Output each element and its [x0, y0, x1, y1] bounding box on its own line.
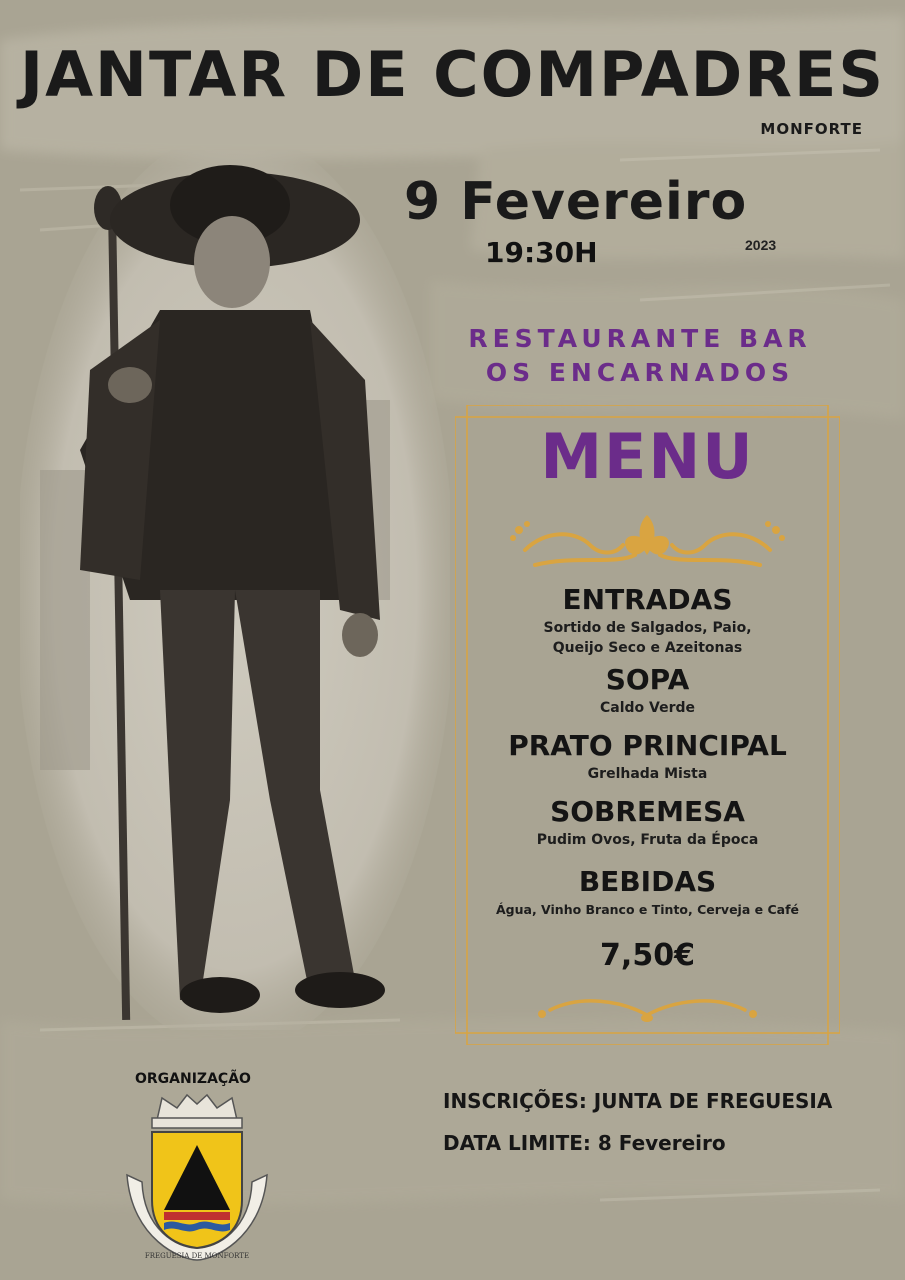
- course-title: SOBREMESA: [550, 795, 745, 828]
- course-description: Queijo Seco e Azeitonas: [552, 640, 743, 656]
- course-sobremesa: [470, 794, 825, 850]
- deadline-info: DATA LIMITE: 8 Fevereiro: [443, 1131, 726, 1155]
- gold-flourish-ornament-icon: [505, 510, 790, 572]
- course-description: Sortido de Salgados, Paio,: [543, 620, 752, 636]
- course-sopa: [470, 662, 825, 718]
- venue-line-2: OS ENCARNADOS: [485, 358, 795, 387]
- menu-heading: MENU: [540, 420, 755, 493]
- crest-text: FREGUESIA DE MONFORTE: [144, 1252, 250, 1260]
- course-title: BEBIDAS: [578, 865, 717, 898]
- bottom-flourish-icon: [530, 990, 765, 1030]
- course-entradas: [470, 582, 825, 658]
- course-bebidas: [470, 864, 825, 920]
- parish-coat-of-arms-icon: [122, 1090, 272, 1265]
- menu-courses: [470, 582, 825, 973]
- course-description: Pudim Ovos, Fruta da Época: [536, 832, 759, 848]
- course-title: PRATO PRINCIPAL: [508, 729, 787, 762]
- course-prato-principal: [470, 728, 825, 784]
- event-year: 2023: [745, 237, 777, 253]
- event-time: 19:30H: [485, 236, 598, 269]
- vintage-portrait-image: [20, 150, 450, 1030]
- location-label: MONFORTE: [760, 120, 863, 138]
- course-title: ENTRADAS: [562, 583, 733, 616]
- course-description: Caldo Verde: [599, 700, 696, 716]
- course-title: SOPA: [605, 663, 690, 696]
- venue-name: [455, 322, 825, 390]
- event-title: JANTAR DE COMPADRES: [20, 38, 885, 111]
- organization-label: ORGANIZAÇÃO: [135, 1071, 251, 1087]
- event-date: 9 Fevereiro: [404, 172, 748, 232]
- registrations-info: INSCRIÇÕES: JUNTA DE FREGUESIA: [443, 1089, 833, 1113]
- menu-price: 7,50€: [600, 938, 695, 973]
- course-description: Grelhada Mista: [587, 766, 708, 782]
- venue-line-1: RESTAURANTE BAR: [468, 324, 812, 353]
- course-description: Água, Vinho Branco e Tinto, Cerveja e Café: [496, 902, 799, 917]
